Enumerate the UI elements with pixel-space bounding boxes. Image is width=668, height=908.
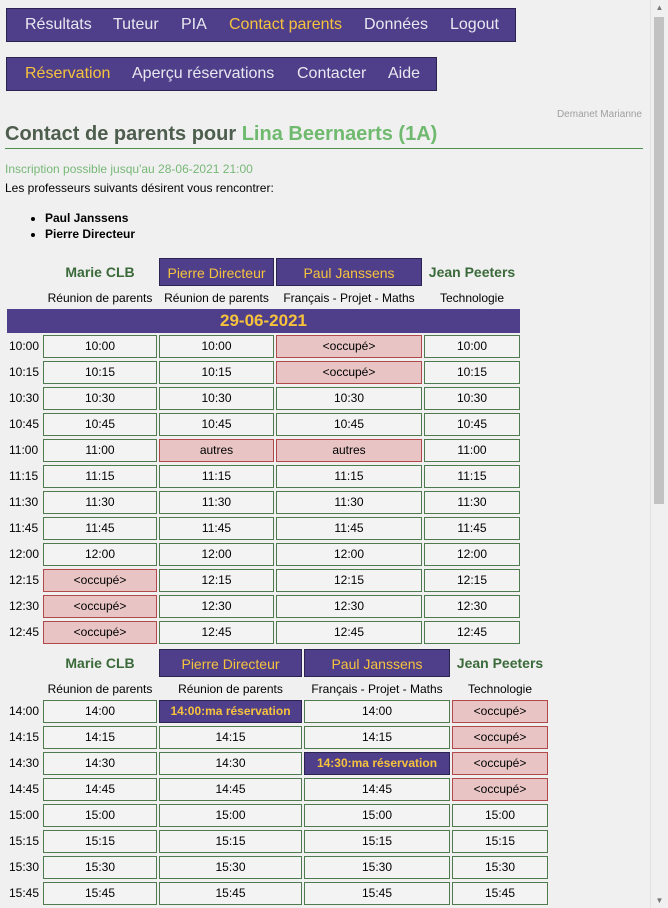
slot-button[interactable]: 14:00 bbox=[43, 700, 157, 723]
teacher-subject: Technologie bbox=[467, 682, 533, 696]
slot-button[interactable]: 12:30 bbox=[159, 595, 274, 618]
time-label: 10:30 bbox=[9, 391, 40, 405]
slot-button[interactable]: 12:30 bbox=[424, 595, 520, 618]
slot-button[interactable]: 12:15 bbox=[424, 569, 520, 592]
slot-occupied[interactable]: <occupé> bbox=[452, 778, 548, 801]
sub-nav bbox=[6, 57, 437, 91]
slot-button[interactable]: 10:00 bbox=[159, 335, 274, 358]
slot-button[interactable]: 11:45 bbox=[159, 517, 274, 540]
slot-my-reservation[interactable]: 14:00:ma réservation bbox=[159, 700, 302, 723]
slot-button[interactable]: 15:30 bbox=[43, 856, 157, 879]
main-nav bbox=[6, 8, 516, 42]
slot-button[interactable]: 15:00 bbox=[452, 804, 548, 827]
slot-button[interactable]: 10:15 bbox=[424, 361, 520, 384]
slot-button[interactable]: 10:15 bbox=[43, 361, 157, 384]
slot-button[interactable]: 10:30 bbox=[159, 387, 274, 410]
slot-button[interactable]: 11:15 bbox=[159, 465, 274, 488]
time-label: 11:30 bbox=[9, 495, 39, 509]
time-label: 11:15 bbox=[9, 469, 39, 483]
slot-button[interactable]: 12:00 bbox=[424, 543, 520, 566]
slot-button[interactable]: 15:30 bbox=[304, 856, 450, 879]
teacher-header[interactable]: Pierre Directeur bbox=[159, 258, 274, 286]
slot-button[interactable]: 14:45 bbox=[159, 778, 302, 801]
page-title bbox=[5, 123, 643, 149]
slot-button[interactable]: 14:30 bbox=[43, 752, 157, 775]
teacher-header: Jean Peeters bbox=[456, 655, 544, 671]
nav-pia[interactable]: PIA bbox=[181, 16, 207, 33]
slot-button[interactable]: 15:45 bbox=[452, 882, 548, 905]
scroll-up-icon[interactable]: ▲ bbox=[655, 3, 664, 12]
teacher-header[interactable]: Pierre Directeur bbox=[159, 649, 302, 677]
subnav-aide[interactable]: Aide bbox=[388, 65, 421, 82]
slot-button[interactable]: 11:45 bbox=[43, 517, 157, 540]
teacher-subject: Réunion de parents bbox=[47, 291, 153, 305]
slot-button[interactable]: 12:00 bbox=[43, 543, 157, 566]
slot-button[interactable]: 10:45 bbox=[424, 413, 520, 436]
time-label: 10:45 bbox=[9, 417, 40, 431]
time-label: 12:45 bbox=[9, 625, 40, 639]
nav-logout[interactable]: Logout bbox=[450, 16, 499, 33]
nav-donnees[interactable]: Données bbox=[364, 16, 429, 33]
list-item: • Paul Janssens bbox=[45, 210, 135, 226]
teacher-subject: Français - Projet - Maths bbox=[283, 291, 415, 305]
deadline-text: Inscription possible jusqu'au 28-06-2021 21:00 bbox=[5, 162, 253, 176]
slot-button[interactable]: 10:00 bbox=[43, 335, 157, 358]
time-label: 14:30 bbox=[9, 756, 40, 770]
time-label: 12:00 bbox=[9, 547, 40, 561]
teacher-subject: Technologie bbox=[439, 291, 505, 305]
teacher-header: Jean Peeters bbox=[428, 264, 516, 280]
time-label: 14:00 bbox=[9, 704, 40, 718]
slot-button[interactable]: 12:45 bbox=[424, 621, 520, 644]
slot-button[interactable]: 15:15 bbox=[43, 830, 157, 853]
slot-occupied[interactable]: <occupé> bbox=[43, 569, 157, 592]
slot-button[interactable]: 14:00 bbox=[304, 700, 450, 723]
slot-button[interactable]: 10:00 bbox=[424, 335, 520, 358]
user-name: Demanet Marianne bbox=[556, 109, 642, 120]
teacher-header[interactable]: Paul Janssens bbox=[304, 649, 450, 677]
teacher-subject: Français - Projet - Maths bbox=[311, 682, 443, 696]
nav-tuteur[interactable]: Tuteur bbox=[113, 16, 159, 33]
time-label: 14:45 bbox=[9, 782, 40, 796]
intro-text: Les professeurs suivants désirent vous rencontrer: bbox=[5, 181, 274, 195]
scroll-down-icon[interactable]: ▼ bbox=[655, 896, 664, 905]
nav-contact-parents[interactable]: Contact parents bbox=[229, 16, 342, 33]
slot-button[interactable]: 11:30 bbox=[159, 491, 274, 514]
teacher-subject: Réunion de parents bbox=[178, 682, 283, 696]
time-label: 15:30 bbox=[9, 860, 40, 874]
teacher-subject: Réunion de parents bbox=[164, 291, 269, 305]
slot-button[interactable]: 11:15 bbox=[276, 465, 422, 488]
slot-button[interactable]: 14:45 bbox=[43, 778, 157, 801]
slot-button[interactable]: 12:00 bbox=[276, 543, 422, 566]
subnav-reservation[interactable]: Réservation bbox=[25, 65, 111, 82]
slot-button[interactable]: 11:00 bbox=[424, 439, 520, 462]
slot-button[interactable]: 12:00 bbox=[159, 543, 274, 566]
slot-button[interactable]: 11:30 bbox=[424, 491, 520, 514]
slot-button[interactable]: 10:30 bbox=[424, 387, 520, 410]
slot-button[interactable]: 11:15 bbox=[424, 465, 520, 488]
slot-occupied[interactable]: <occupé> bbox=[43, 621, 157, 644]
slot-button[interactable]: 12:30 bbox=[276, 595, 422, 618]
slot-button[interactable]: 12:45 bbox=[159, 621, 274, 644]
slot-button[interactable]: 15:00 bbox=[304, 804, 450, 827]
time-label: 15:00 bbox=[9, 808, 40, 822]
list-item: • Pierre Directeur bbox=[45, 226, 135, 242]
slot-button[interactable]: 12:15 bbox=[276, 569, 422, 592]
slot-button[interactable]: 14:45 bbox=[304, 778, 450, 801]
slot-button[interactable]: 11:45 bbox=[276, 517, 422, 540]
slot-button[interactable]: 11:30 bbox=[43, 491, 157, 514]
slot-button[interactable]: 11:00 bbox=[43, 439, 157, 462]
slot-occupied[interactable]: autres bbox=[276, 439, 422, 462]
slot-button[interactable]: 10:30 bbox=[43, 387, 157, 410]
slot-button[interactable]: 11:45 bbox=[424, 517, 520, 540]
slot-button[interactable]: 10:45 bbox=[276, 413, 422, 436]
slot-button[interactable]: 11:15 bbox=[43, 465, 157, 488]
slot-occupied[interactable]: <occupé> bbox=[43, 595, 157, 618]
slot-button[interactable]: 15:30 bbox=[452, 856, 548, 879]
slot-occupied[interactable]: <occupé> bbox=[452, 752, 548, 775]
teacher-header: Marie CLB bbox=[65, 264, 135, 280]
slot-occupied[interactable]: <occupé> bbox=[276, 335, 422, 358]
student-name: Lina Beernaerts (1A) bbox=[241, 123, 438, 145]
time-label: 10:00 bbox=[9, 339, 40, 353]
slot-my-reservation[interactable]: 14:30:ma réservation bbox=[304, 752, 450, 775]
slot-button[interactable]: 14:15 bbox=[43, 726, 157, 749]
date-header: 29-06-2021 bbox=[7, 309, 520, 333]
title-prefix: Contact de parents pour bbox=[5, 123, 237, 145]
time-label: 11:00 bbox=[9, 443, 39, 457]
slot-button[interactable]: 14:15 bbox=[304, 726, 450, 749]
slot-button[interactable]: 10:45 bbox=[43, 413, 157, 436]
slot-button[interactable]: 15:15 bbox=[304, 830, 450, 853]
subnav-apercu-reservations[interactable]: Aperçu réservations bbox=[132, 65, 275, 82]
slot-button[interactable]: 14:15 bbox=[159, 726, 302, 749]
time-label: 14:15 bbox=[9, 730, 40, 744]
slot-button[interactable]: 15:15 bbox=[159, 830, 302, 853]
slot-occupied[interactable]: <occupé> bbox=[452, 726, 548, 749]
slot-button[interactable]: 12:45 bbox=[276, 621, 422, 644]
teacher-header: Marie CLB bbox=[65, 655, 135, 671]
subnav-contacter[interactable]: Contacter bbox=[297, 65, 367, 82]
slot-button[interactable]: 10:45 bbox=[159, 413, 274, 436]
nav-resultats[interactable]: Résultats bbox=[25, 16, 92, 33]
slot-button[interactable]: 10:15 bbox=[159, 361, 274, 384]
slot-occupied[interactable]: <occupé> bbox=[452, 700, 548, 723]
slot-button[interactable]: 12:15 bbox=[159, 569, 274, 592]
slot-button[interactable]: 15:00 bbox=[159, 804, 302, 827]
slot-button[interactable]: 15:45 bbox=[304, 882, 450, 905]
scrollbar[interactable] bbox=[650, 0, 668, 908]
slot-button[interactable]: 15:45 bbox=[159, 882, 302, 905]
time-label: 11:45 bbox=[9, 521, 39, 535]
slot-button[interactable]: 15:00 bbox=[43, 804, 157, 827]
scroll-thumb[interactable] bbox=[654, 17, 664, 504]
slot-occupied[interactable]: <occupé> bbox=[276, 361, 422, 384]
time-label: 12:30 bbox=[9, 599, 40, 613]
slot-button[interactable]: 14:30 bbox=[159, 752, 302, 775]
slot-button[interactable]: 15:45 bbox=[43, 882, 157, 905]
slot-button[interactable]: 11:30 bbox=[276, 491, 422, 514]
slot-occupied[interactable]: autres bbox=[159, 439, 274, 462]
time-label: 12:15 bbox=[9, 573, 40, 587]
time-label: 15:15 bbox=[9, 834, 40, 848]
time-label: 15:45 bbox=[9, 886, 40, 900]
requested-teachers-list bbox=[29, 210, 135, 242]
teacher-subject: Réunion de parents bbox=[47, 682, 153, 696]
time-label: 10:15 bbox=[9, 365, 40, 379]
slot-button[interactable]: 15:30 bbox=[159, 856, 302, 879]
slot-button[interactable]: 10:30 bbox=[276, 387, 422, 410]
slot-button[interactable]: 15:15 bbox=[452, 830, 548, 853]
teacher-header[interactable]: Paul Janssens bbox=[276, 258, 422, 286]
